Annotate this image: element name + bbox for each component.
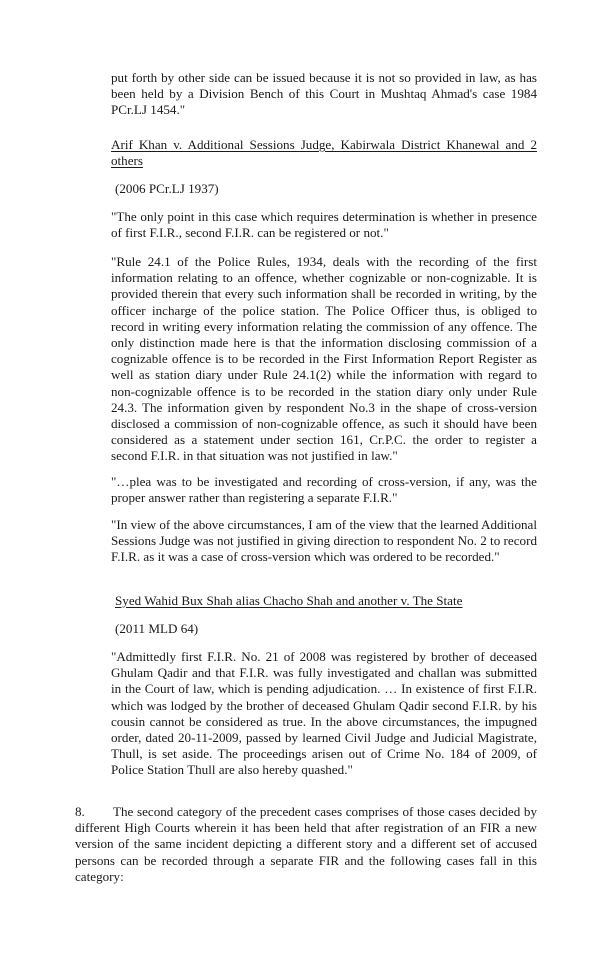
- case1-quote1: "The only point in this case which requires determination is whether in presence of first F.I.R., second F.I.R. can be registered or not.": [111, 209, 537, 241]
- case1-quote4: "In view of the above circumstances, I am of the view that the learned Additional Sessions Judge was not justified in giving direction to respondent No. 2 to record F.I.R. as it was a case of cross-version which was ordered to be recorded.": [111, 517, 537, 565]
- paragraph-8-number: 8.: [75, 804, 85, 819]
- paragraph-8-text: The second category of the precedent cases comprises of those cases decided by different High Courts wherein it has been held that after registration of an FIR a new version of the same incident depicting a different story and a different set of accused persons can be recorded through a separate FIR and the following cases fall in this category:: [75, 804, 537, 884]
- case2-quote1: "Admittedly first F.I.R. No. 21 of 2008 was registered by brother of deceased Ghulam Qadir and that F.I.R. was fully investigated and challan was submitted in the Court of law, which is pending adjudication. … In existence of first F.I.R. which was lodged by the brother of deceased Ghulam Qadir second F.I.R. by his cousin cannot be considered as true. In the above circumstances, the impugned order, dated 20-11-2009, passed by learned Civil Judge and Judicial Magistrate, Thull, is set aside. The proceedings arisen out of Crime No. 184 of 2009, of Police Station Thull are also hereby quashed.": [111, 649, 537, 778]
- case1-citation: (2006 PCr.LJ 1937): [115, 181, 219, 196]
- intro-paragraph: put forth by other side can be issued because it is not so provided in law, as has been held by a Division Bench of this Court in Mushtaq Ahmad's case 1984 PCr.LJ 1454.": [111, 70, 537, 118]
- case1-title: Arif Khan v. Additional Sessions Judge, Kabirwala District Khanewal and 2 others: [111, 137, 537, 169]
- case1-quote2: "Rule 24.1 of the Police Rules, 1934, deals with the recording of the first information relating to an offence, whether cognizable or non-cognizable. It is provided therein that every such information shall be recorded in writing, by the officer incharge of the police station. The Police Officer thus, is obliged to record in writing every information relating the commission of any offence. The only distinction made here is that the information disclosing commission of a cognizable offence is to be recorded in the First Information Report Register as well as station diary under Rule 24.1(2) while the information with regard to non-cognizable offence is to be recorded in the station diary only under Rule 24.3. The information given by respondent No.3 in the shape of cross-version disclosed a commission of non-cognizable offence, as such it should have been considered as a statement under section 161, Cr.P.C. the order to register a second F.I.R. in that situation was not justified in law.": [111, 254, 537, 464]
- case1-quote3: "…plea was to be investigated and recording of cross-version, if any, was the proper answer rather than registering a separate F.I.R.": [111, 474, 537, 506]
- case2-title: Syed Wahid Bux Shah alias Chacho Shah and another v. The State: [115, 593, 463, 608]
- paragraph-8: [75, 804, 537, 885]
- case2-citation: (2011 MLD 64): [115, 621, 199, 636]
